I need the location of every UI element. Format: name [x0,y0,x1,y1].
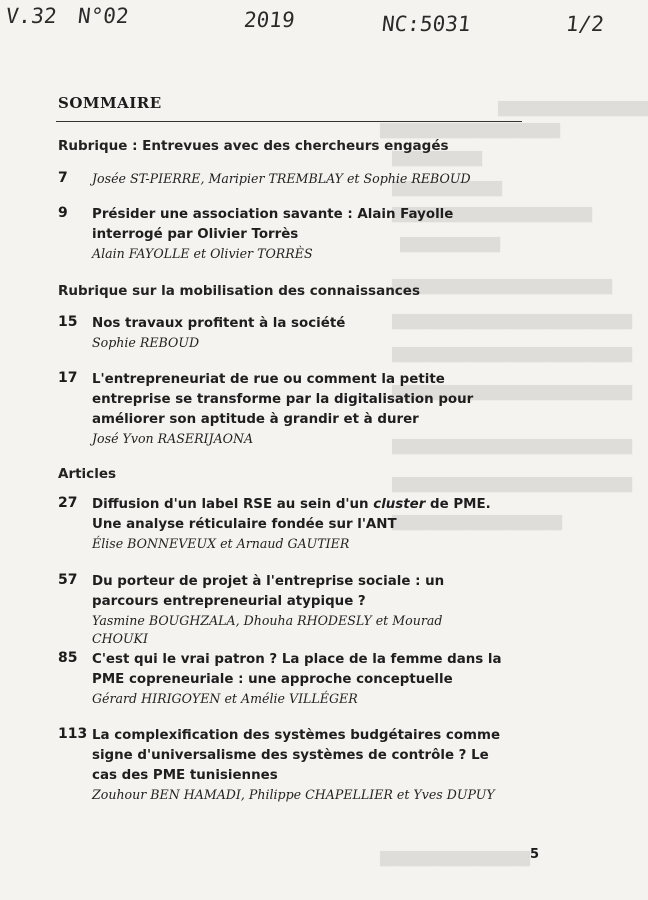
toc-entry [58,650,518,708]
toc-entry [58,314,518,352]
rubric-interviews: Rubrique : Entrevues avec des chercheurs engagés [58,138,449,154]
toc-entry [58,170,518,188]
entry-authors: Alain FAYOLLE et Olivier TORRÈS [92,246,313,261]
page-title: SOMMAIRE [58,94,162,112]
entry-title: Présider une association savante : Alain Fayolle interrogé par Olivier Torrès [92,207,454,242]
entry-page: 27 [58,495,78,511]
entry-authors: Josée ST-PIERRE, Maripier TREMBLAY et Sophie REBOUD [92,171,471,186]
year-annotation: 2019 [242,8,296,32]
entry-authors: José Yvon RASERIJAONA [92,431,254,446]
entry-title-part: Diffusion d'un label RSE au sein d'un [92,497,374,512]
toc-entry [58,370,518,448]
entry-title [92,495,492,535]
page-number: 5 [530,847,540,862]
rubric-knowledge: Rubrique sur la mobilisation des connaissances [58,283,421,299]
toc-entry [58,205,518,263]
entry-title: La complexification des systèmes budgétaires comme signe d'universalisme des systèmes de contrôle ? Le cas des PME tunisiennes [92,728,501,783]
entry-title: Nos travaux profitent à la société [92,316,346,331]
toc-entry [58,572,518,648]
toc-entry [58,495,518,553]
entry-title-emphasis: cluster [373,497,426,512]
entry-page: 7 [58,170,68,186]
entry-authors: Élise BONNEVEUX et Arnaud GAUTIER [92,536,350,551]
title-rule [56,121,522,122]
rubric-articles: Articles [58,466,117,482]
entry-title: L'entrepreneuriat de rue ou comment la petite entreprise se transforme par la digitalisation pour améliorer son aptitude à grandir et à durer [92,372,474,427]
entry-title: C'est qui le vrai patron ? La place de la femme dans la PME copreneuriale : une approche conceptuelle [92,652,502,687]
entry-authors: Sophie REBOUD [92,335,200,350]
entry-page: 85 [58,650,78,666]
issue-annotation: N°02 [76,4,130,28]
show-through-text: ███████████████ ██████████████████ █████████ ███████████ ████████████████████ ██████████ ██████████████████████ ████████████████████████ ████████████████████████ ████████████████████████ ████████████████████████ ████████████████████████ █████████████████ ███████████████ [380,102,648,867]
entry-authors: Yasmine BOUGHZALA, Dhouha RHODESLY et Mourad CHOUKI [92,613,443,646]
entry-page: 17 [58,370,78,386]
entry-title: Du porteur de projet à l'entreprise sociale : un parcours entrepreneurial atypique ? [92,574,445,609]
entry-authors: Zouhour BEN HAMADI, Philippe CHAPELLIER et Yves DUPUY [92,787,495,802]
toc-entry [58,726,518,804]
entry-page: 57 [58,572,78,588]
volume-annotation: V.32 [4,4,58,28]
entry-title-part: de PME. Une analyse réticulaire fondée sur l'ANT [92,497,491,532]
copy-annotation: 1/2 [564,12,606,36]
entry-page: 113 [58,726,88,742]
entry-authors: Gérard HIRIGOYEN et Amélie VILLÉGER [92,691,358,706]
call-number-annotation: NC:5031 [380,12,472,36]
entry-page: 15 [58,314,78,330]
entry-page: 9 [58,205,68,221]
